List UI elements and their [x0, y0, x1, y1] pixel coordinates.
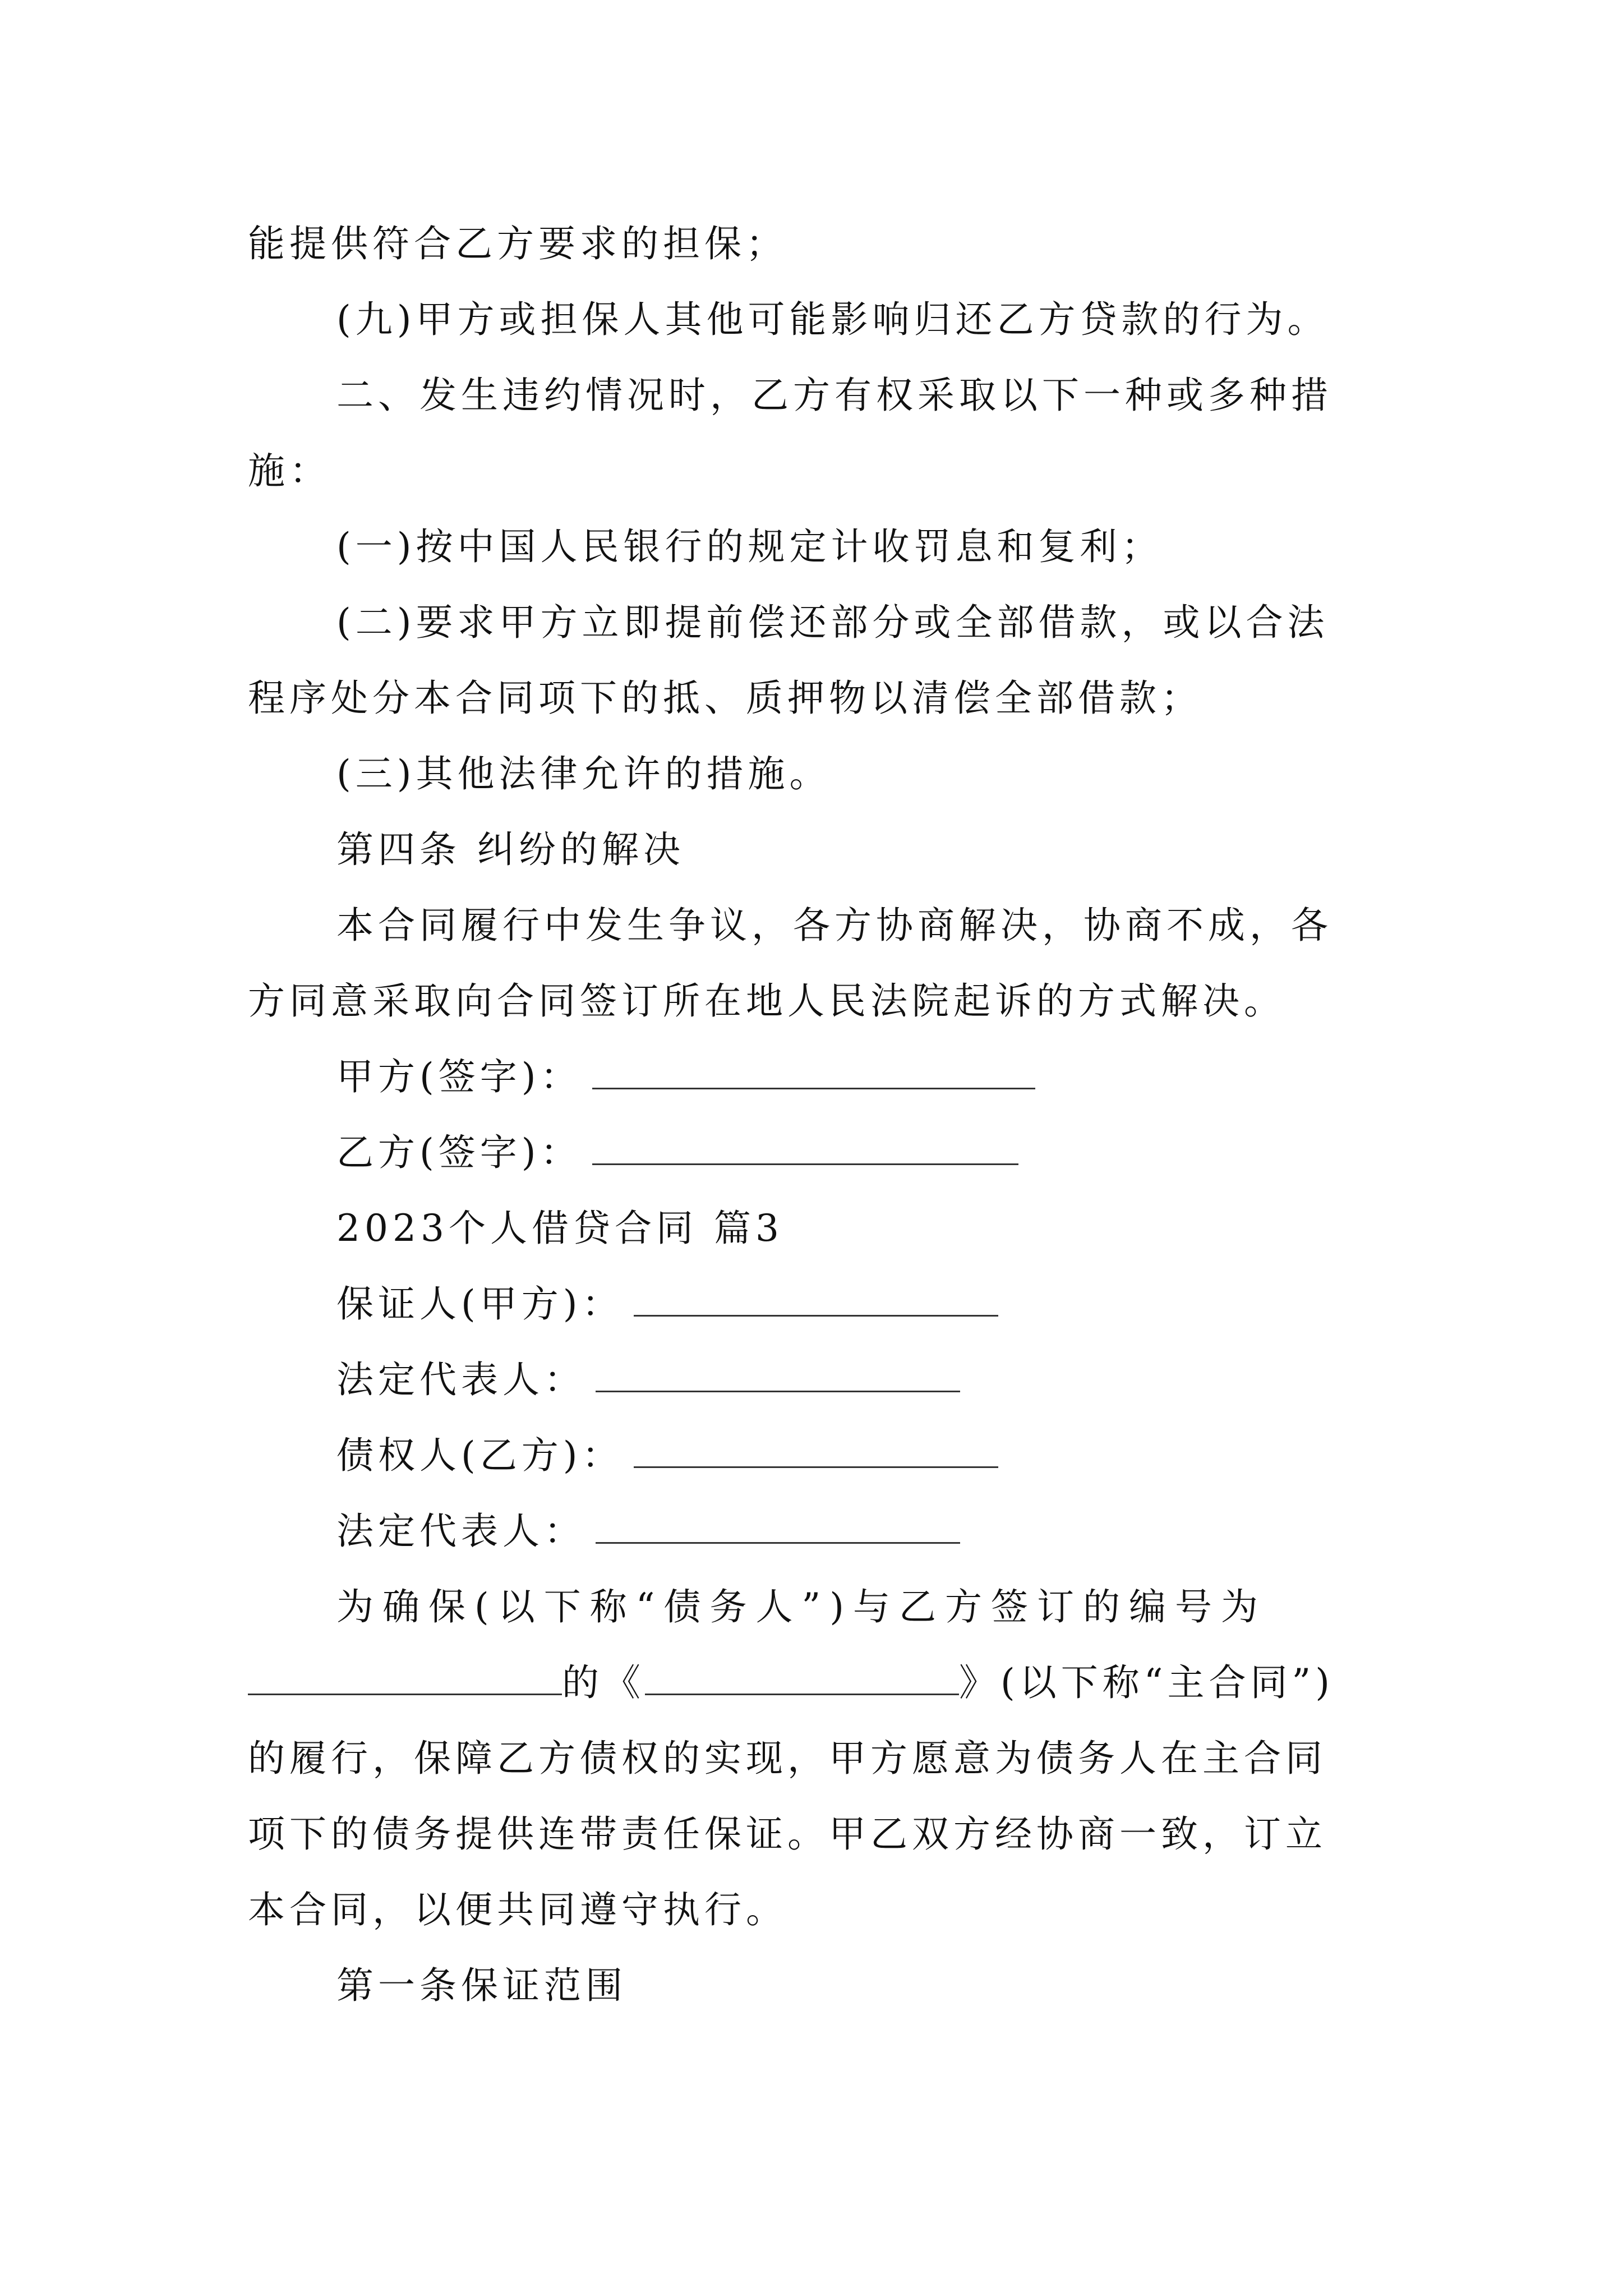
party-a-signature-blank	[592, 1054, 1035, 1089]
legal-rep-blank-1	[596, 1357, 960, 1392]
contract-number-blank	[248, 1660, 562, 1695]
creditor-label: 债权人(乙方)：	[336, 1434, 624, 1477]
intro-text-fragment: 》(以下称“主合同”)	[959, 1661, 1334, 1704]
contract-name-blank	[645, 1660, 959, 1695]
article-heading: 第一条保证范围	[336, 1964, 627, 2007]
legal-rep-label-1: 法定代表人：	[336, 1358, 585, 1401]
party-b-signature-line	[336, 1125, 1018, 1181]
text-line: (二)要求甲方立即提前偿还部分或全部借款，或以合法	[336, 601, 1329, 644]
text-line: 程序处分本合同项下的抵、质押物以清偿全部借款；	[248, 677, 1202, 720]
text-line: 本合同履行中发生争议，各方协商解决，协商不成，各	[336, 904, 1332, 947]
guarantor-line	[336, 1276, 998, 1332]
guarantor-label: 保证人(甲方)：	[336, 1282, 624, 1326]
intro-paragraph-line: 的履行，保障乙方债权的实现，甲方愿意为债务人在主合同	[248, 1737, 1327, 1780]
party-a-signature-line	[336, 1049, 1035, 1105]
article-heading: 第四条 纠纷的解决	[336, 828, 685, 871]
text-line: (九)甲方或担保人其他可能影响归还乙方贷款的行为。	[336, 298, 1329, 341]
intro-paragraph-line: 本合同，以便共同遵守执行。	[248, 1888, 787, 1931]
party-a-signature-label: 甲方(签字)：	[336, 1055, 582, 1098]
legal-rep-blank-2	[596, 1508, 960, 1544]
party-b-signature-label: 乙方(签字)：	[336, 1131, 582, 1174]
intro-paragraph-line: 为确保(以下称“债务人”)与乙方签订的编号为	[336, 1585, 1267, 1628]
text-line: 二、发生违约情况时，乙方有权采取以下一种或多种措	[336, 374, 1332, 417]
text-line: (三)其他法律允许的措施。	[336, 752, 831, 795]
party-b-signature-blank	[592, 1130, 1018, 1165]
legal-rep-line-2	[336, 1503, 960, 1559]
guarantor-blank	[634, 1281, 998, 1317]
text-line: (一)按中国人民银行的规定计收罚息和复利；	[336, 525, 1163, 568]
text-line: 施：	[248, 449, 331, 493]
intro-paragraph-line: 项下的债务提供连带责任保证。甲乙双方经协商一致，订立	[248, 1812, 1327, 1856]
section-title: 2023个人借贷合同 篇3	[336, 1207, 783, 1250]
creditor-line	[336, 1428, 998, 1484]
text-line: 能提供符合乙方要求的担保；	[248, 222, 787, 265]
legal-rep-line-1	[336, 1352, 960, 1408]
creditor-blank	[634, 1433, 998, 1468]
legal-rep-label-2: 法定代表人：	[336, 1510, 585, 1553]
intro-paragraph-line	[248, 1655, 1334, 1711]
text-line: 方同意采取向合同签订所在地人民法院起诉的方式解决。	[248, 979, 1285, 1023]
intro-text-fragment: 的《	[562, 1661, 645, 1704]
